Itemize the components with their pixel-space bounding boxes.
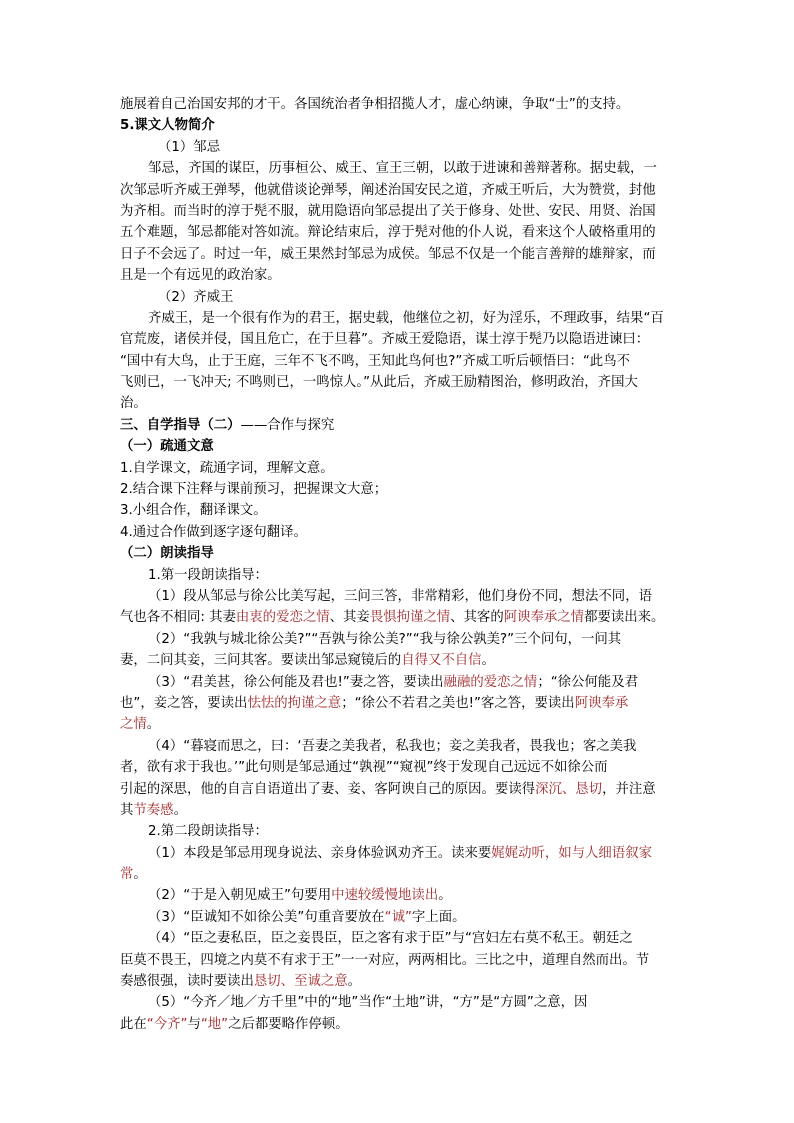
text-segment: （2）齐威王 [158, 289, 234, 305]
text-segment: （3）“臣诚知不如徐公美”句重音要放在 [148, 909, 385, 925]
text-line [120, 458, 675, 479]
text-segment: 引起的深思，他的自言自语道出了妻、妾、客阿谀自己的原因。要读得 [120, 781, 536, 797]
text-segment: 。 [481, 653, 495, 669]
text-segment: ；“徐公何能及君 [537, 674, 638, 690]
text-segment: 。 [133, 867, 147, 883]
highlighted-text: 怯怯的拘谨之意 [247, 695, 342, 711]
text-segment: 日子不会远了。时过一年，威王果然封邹忌为成侯。邹忌不仅是一个能言善辩的雄辩家，而 [120, 246, 656, 262]
text-segment: 施展着自己治国安邦的才干。各国统治者争相招揽人才，虚心纳谏，争取“士”的支持。 [120, 97, 630, 112]
text-segment: 邹忌，齐国的谋臣，历事桓公、威王、宣王三朝，以敢于进谏和善辩著称。据史载，一 [148, 161, 657, 177]
highlighted-text: 自得又不自信 [401, 653, 482, 669]
text-segment: 之后都要略作停顿。 [228, 1016, 349, 1032]
text-segment: （2）“我孰与城北徐公美?”“吾孰与徐公美?”“我与徐公孰美?”三个问句，一问其 [148, 631, 622, 647]
text-line [120, 800, 675, 821]
text-segment: （4）“臣之妻私臣，臣之妾畏臣，臣之客有求于臣”与“宫妇左右莫不私王。朝廷之 [148, 931, 633, 947]
text-line [120, 693, 675, 714]
text-line [120, 201, 675, 222]
text-segment: 奏感很强，读时要读出 [120, 974, 254, 990]
highlighted-text: “诚” [384, 909, 412, 925]
highlighted-text: 阿谀奉承 [574, 695, 629, 711]
text-segment: “国中有大鸟，止于王庭，三年不飞不鸣，王知此鸟何也?”齐威工听后顿悟曰：“此鸟不 [120, 353, 630, 369]
text-segment: 、其客的 [450, 610, 504, 626]
text-line [120, 821, 675, 842]
text-segment: 。 [146, 717, 161, 733]
text-segment: 者，欲有求于我也。’”此句则是邹忌通过“孰视”“窥视”终于发现自己远远不如徐公而 [120, 760, 608, 776]
text-line [120, 329, 675, 350]
text-line [120, 885, 675, 906]
highlighted-text: 常 [120, 867, 134, 883]
highlighted-text: 之情 [120, 717, 147, 733]
text-segment: 5.课文人物简介 [120, 118, 215, 134]
highlighted-text: 阿谀奉承之情 [503, 610, 585, 626]
text-segment: （二）朗读指导 [120, 546, 214, 562]
text-line [120, 757, 675, 778]
text-segment: 1.自学课文，疏通字词，理解文意。 [120, 460, 334, 476]
text-segment: 1.第一段朗读指导： [148, 567, 268, 583]
text-line [120, 479, 675, 500]
text-line [120, 158, 675, 179]
text-line [120, 1014, 675, 1035]
text-line [120, 393, 675, 414]
highlighted-text: 娓娓动听，如与人细语叙家 [491, 845, 652, 861]
text-segment: ，并注意 [602, 781, 656, 797]
text-segment: 、其妾 [329, 610, 370, 626]
text-line [120, 607, 675, 628]
text-line [120, 672, 675, 693]
text-line [120, 265, 675, 286]
text-line [120, 522, 675, 543]
text-segment: 五个难题，邹忌都能对答如流。辩论结束后，淳于髡对他的仆人说，看来这个人破格重用的 [120, 225, 656, 241]
text-segment: 且是一个有远见的政治家。 [120, 268, 281, 284]
text-segment: 2.结合课下注释与课前预习，把握课文大意； [120, 482, 388, 498]
text-line [120, 94, 675, 115]
text-segment: 臣莫不畏王，四境之内莫不有求于王”一一对应，两两相比。三比之中，道理自然而出。节 [120, 952, 650, 968]
highlighted-text: 节奏感 [133, 802, 174, 818]
highlighted-text: 融融的爱恋之情 [443, 674, 538, 690]
text-line [120, 351, 675, 372]
text-segment: 2.第二段朗读指导： [148, 824, 268, 840]
document-page [120, 94, 675, 1035]
text-line [120, 222, 675, 243]
text-line [120, 137, 675, 158]
text-segment: 其 [120, 802, 134, 818]
text-line [120, 586, 675, 607]
text-segment: （1）本段是邹忌用现身说法、亲身体验讽劝齐王。读来要 [148, 845, 492, 861]
text-line [120, 864, 675, 885]
text-segment: （一）疏通文意 [120, 439, 214, 455]
text-line [120, 779, 675, 800]
text-line [120, 928, 675, 949]
text-line [120, 565, 675, 586]
text-line [120, 308, 675, 329]
text-segment: 齐威王，是一个很有作为的君王，据史载，他继位之初，好为淫乐，不理政事，结果“百 [148, 310, 664, 326]
highlighted-text: “今齐” [146, 1016, 188, 1032]
text-segment: ；“徐公不若君之美也!”客之答，要读出 [341, 695, 575, 711]
text-segment: 也”，妾之答，要读出 [120, 695, 248, 711]
text-line [120, 843, 675, 864]
text-segment: 都要读出来。 [584, 610, 665, 626]
text-segment: 飞则已，一飞冲天; 不鸣则已，一鸣惊人。”从此后，齐威王励精图治，修明政治，齐国大 [120, 375, 638, 391]
text-segment: （3）“君美甚，徐公何能及君也!”妻之答，要读出 [148, 674, 444, 690]
text-segment: ——合作与探究 [240, 417, 335, 433]
text-segment: 妻，二问其妾，三问其客。要读出邹忌窥镜后的 [120, 653, 402, 669]
text-line [120, 287, 675, 308]
text-segment: 次邹忌听齐威王弹琴，他就借谈论弹琴，阐述治国安民之道，齐威王听后，大为赞赏，封他 [120, 182, 656, 198]
text-segment: 。 [347, 974, 362, 990]
text-segment: 字上面。 [411, 909, 466, 925]
text-segment: 三、自学指导（二） [120, 417, 241, 433]
text-segment: （1）邹忌 [158, 139, 221, 155]
highlighted-text: 中速较缓慢地读出 [331, 888, 439, 904]
text-line [120, 950, 675, 971]
text-segment: （5）“今齐／地／方千里”中的“地”当作“土地”讲，“方”是“方圆”之意，因 [148, 995, 588, 1011]
text-line [120, 736, 675, 757]
text-line [120, 372, 675, 393]
text-line [120, 714, 675, 735]
text-line [120, 992, 675, 1013]
highlighted-text: 恳切、至诚之意 [253, 974, 348, 990]
text-segment: （1）段从邹忌与徐公比美写起，三问三答，非常精彩，他们身份不同，想法不同，语 [148, 588, 652, 604]
text-segment: 。 [438, 888, 452, 904]
text-line [120, 436, 675, 457]
text-line [120, 971, 675, 992]
text-segment: 3.小组合作，翻译课文。 [120, 503, 267, 519]
text-line [120, 543, 675, 564]
text-segment: 治。 [120, 396, 147, 412]
text-line [120, 180, 675, 201]
text-segment: 此在 [120, 1016, 147, 1032]
text-line [120, 244, 675, 265]
text-segment: 气也各不相同: 其妻 [120, 610, 236, 626]
text-line [120, 115, 675, 136]
text-segment: 为齐相。而当时的淳于髡不服，就用隐语向邹忌提出了关于修身、处世、安民、用贤、治国 [120, 203, 656, 219]
text-segment: （2）“于是入朝见威王”句要用 [148, 888, 332, 904]
text-segment: 官荒废，诸侯并侵，国且危亡，在于旦暮”。齐威王爱隐语，谋士淳于髡乃以隐语进谏曰： [120, 332, 650, 348]
highlighted-text: 畏惧拘谨之情 [369, 610, 451, 626]
text-line [120, 629, 675, 650]
text-segment: 。 [173, 802, 187, 818]
text-line [120, 500, 675, 521]
highlighted-text: “地” [200, 1016, 229, 1032]
text-segment: 与 [187, 1016, 201, 1032]
text-line [120, 415, 675, 436]
highlighted-text: 深沉、恳切 [535, 781, 603, 797]
text-line [120, 907, 675, 928]
text-segment: （4）“暮寝而思之，曰：‘吾妻之美我者，私我也；妾之美我者，畏我也；客之美我 [148, 738, 637, 754]
text-line [120, 650, 675, 671]
highlighted-text: 由衷的爱恋之情 [235, 610, 330, 626]
text-segment: 4.通过合作做到逐字逐句翻译。 [120, 524, 307, 540]
